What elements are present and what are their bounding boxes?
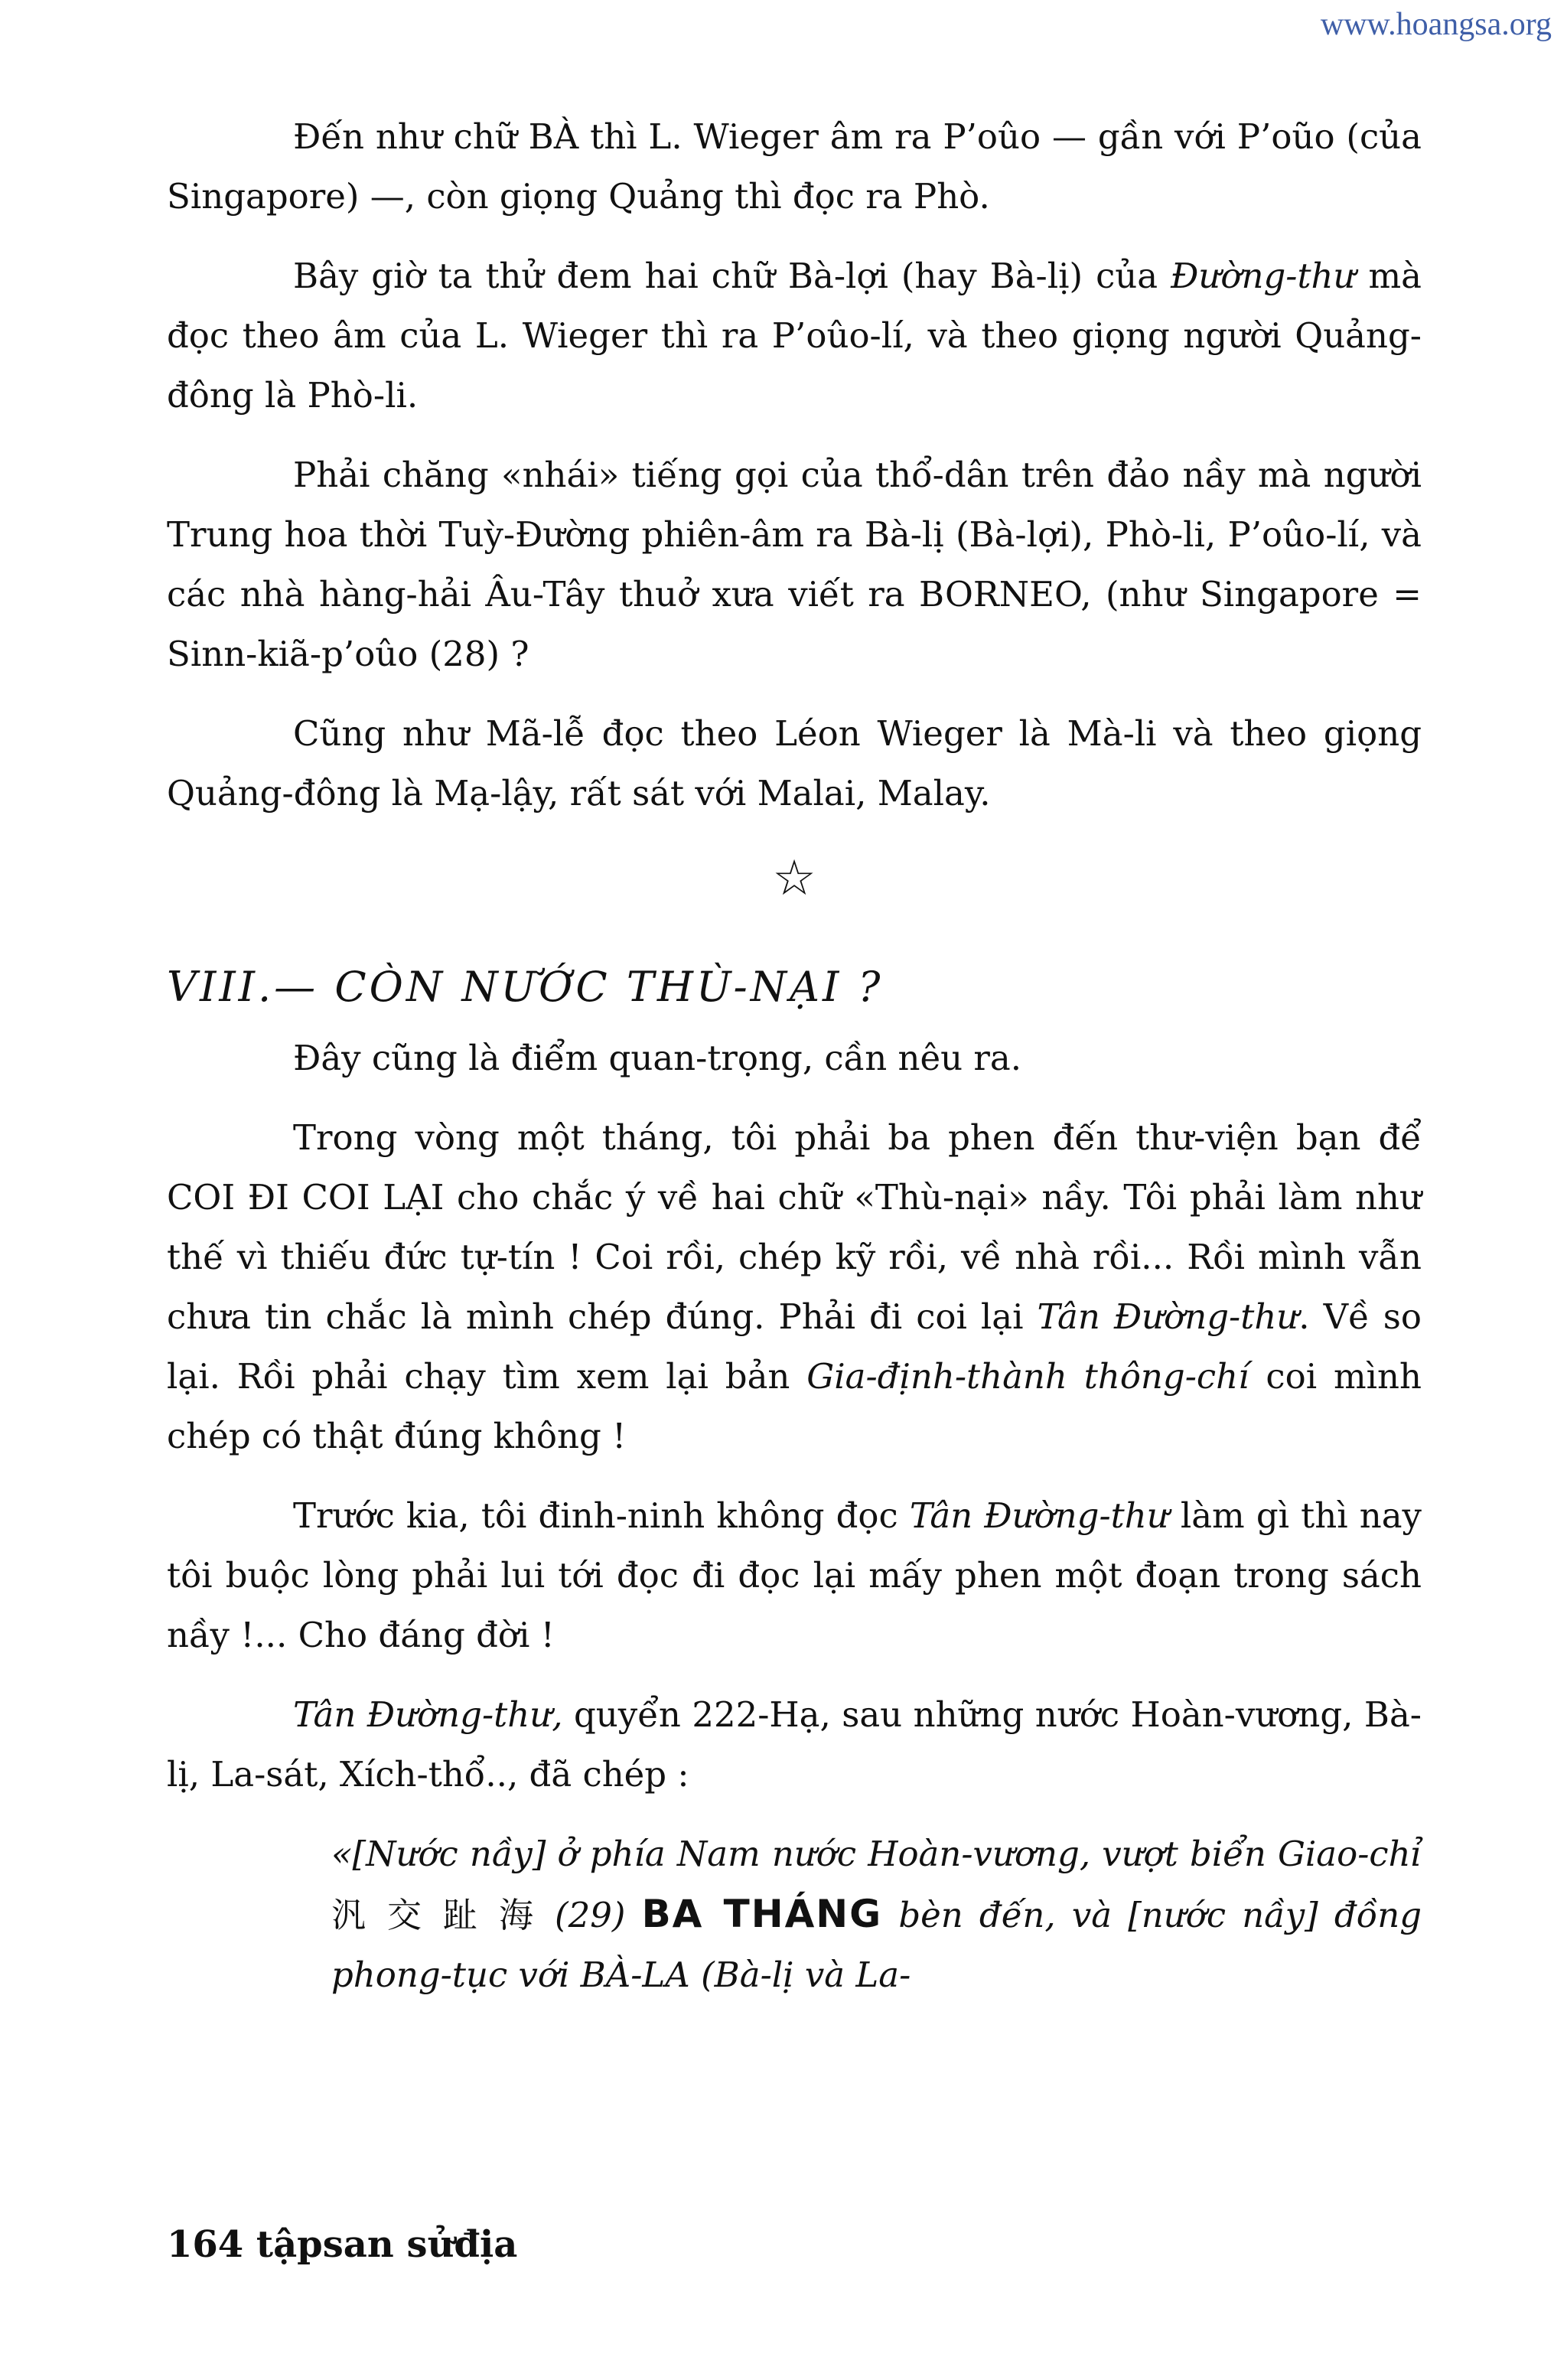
quotation: «[Nước nầy] ở phía Nam nước Hoàn-vương, vượt biển Giao-chỉ 汎 交 趾 海 (29) BA THÁNG bèn đến, và [nước nầy] đồng phong-tục với BÀ-LA (Bà-lị và La- [331, 1834, 1422, 1995]
paragraph-8: Tân Đường-thư, quyển 222-Hạ, sau những nước Hoàn-vương, Bà-lị, La-sát, Xích-thổ.., đã chép : [167, 1694, 1422, 1795]
paragraph-4: Cũng như Mã-lễ đọc theo Léon Wieger là Mà-li và theo giọng Quảng-đông là Mạ-lậy, rất sát với Malai, Malay. [167, 713, 1422, 813]
section-heading: VIII.— CÒN NƯỚC THÙ-NẠI ? [167, 963, 884, 1011]
watermark-url[interactable]: www.hoangsa.org [1320, 7, 1552, 42]
page-body [167, 107, 1422, 2025]
paragraph-1: Đến như chữ BÀ thì L. Wieger âm ra P’oûo — gần với P’oũo (của Singapore) —, còn giọng Quảng thì đọc ra Phò. [167, 116, 1422, 217]
paragraph-7: Trước kia, tôi đinh-ninh không đọc Tân Đường-thư làm gì thì nay tôi buộc lòng phải lui tới đọc đi đọc lại mấy phen một đoạn trong sách nầy !... Cho đáng đời ! [167, 1495, 1422, 1655]
paragraph-3: Phải chăng «nhái» tiếng gọi của thổ-dân trên đảo nầy mà người Trung hoa thời Tuỳ-Đường phiên-âm ra Bà-lị (Bà-lợi), Phò-li, P’oûo-lí, và các nhà hàng-hải Âu-Tây thuở xưa viết ra BORNEO, (như Singapore = Sinn-kiã-p’oûo (28) ? [167, 455, 1422, 674]
paragraph-2: Bây giờ ta thử đem hai chữ Bà-lợi (hay Bà-lị) của Đường-thư mà đọc theo âm của L. Wieger thì ra P’oûo-lí, và theo giọng người Quảng-đông là Phò-li. [167, 256, 1422, 416]
paragraph-6: Trong vòng một tháng, tôi phải ba phen đến thư-viện bạn để COI ĐI COI LẠI cho chắc ý về hai chữ «Thù-nại» nầy. Tôi phải làm như thế vì thiếu đức tự-tín ! Coi rồi, chép kỹ rồi, về nhà rồi... Rồi mình vẫn chưa tin chắc là mình chép đúng. Phải đi coi lại Tân Đường-thư. Về so lại. Rồi phải chạy tìm xem lại bản Gia-định-thành thông-chí coi mình chép có thật đúng không ! [167, 1117, 1422, 1456]
star-icon: ☆ [772, 850, 816, 907]
page-footer: 164 tậpsan sửđịa [167, 2223, 518, 2266]
paragraph-5: Đây cũng là điểm quan-trọng, cần nêu ra. [293, 1038, 1022, 1078]
